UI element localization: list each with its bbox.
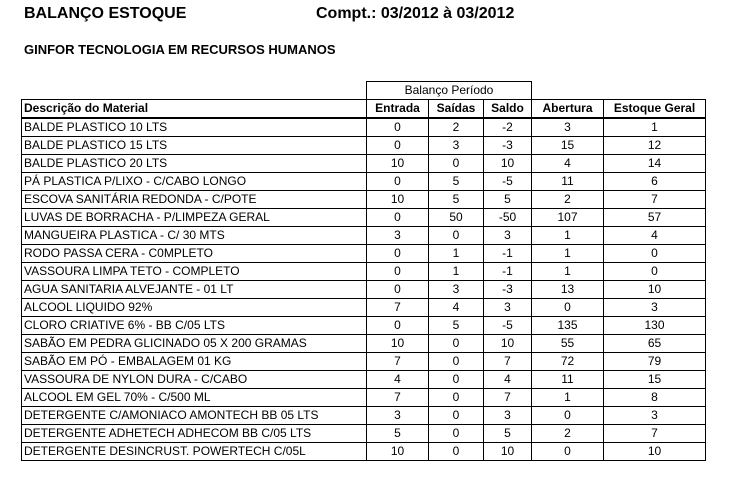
cell-entrada: 4 bbox=[367, 371, 429, 389]
cell-estoque-geral: 7 bbox=[604, 191, 706, 209]
cell-description: DETERGENTE DESINCRUST. POWERTECH C/05L bbox=[22, 443, 367, 461]
cell-estoque-geral: 4 bbox=[604, 227, 706, 245]
cell-abertura: 72 bbox=[532, 353, 604, 371]
cell-estoque-geral: 10 bbox=[604, 281, 706, 299]
cell-abertura: 3 bbox=[532, 118, 604, 137]
cell-abertura: 4 bbox=[532, 155, 604, 173]
cell-abertura: 0 bbox=[532, 443, 604, 461]
cell-estoque-geral: 12 bbox=[604, 137, 706, 155]
column-header-entrada: Entrada bbox=[367, 100, 429, 119]
cell-estoque-geral: 0 bbox=[604, 245, 706, 263]
column-header-abertura: Abertura bbox=[532, 100, 604, 119]
cell-estoque-geral: 15 bbox=[604, 371, 706, 389]
cell-saidas: 2 bbox=[429, 118, 484, 137]
table-row bbox=[22, 389, 706, 407]
cell-description: AGUA SANITARIA ALVEJANTE - 01 LT bbox=[22, 281, 367, 299]
cell-saldo: 10 bbox=[484, 155, 532, 173]
cell-saidas: 3 bbox=[429, 281, 484, 299]
table-row bbox=[22, 299, 706, 317]
table-row bbox=[22, 137, 706, 155]
cell-entrada: 7 bbox=[367, 299, 429, 317]
cell-estoque-geral: 10 bbox=[604, 443, 706, 461]
cell-saidas: 4 bbox=[429, 299, 484, 317]
cell-description: BALDE PLASTICO 15 LTS bbox=[22, 137, 367, 155]
table-row bbox=[22, 118, 706, 137]
cell-abertura: 0 bbox=[532, 407, 604, 425]
cell-saldo: -1 bbox=[484, 263, 532, 281]
cell-entrada: 0 bbox=[367, 317, 429, 335]
cell-saidas: 5 bbox=[429, 173, 484, 191]
cell-abertura: 11 bbox=[532, 371, 604, 389]
cell-saidas: 3 bbox=[429, 137, 484, 155]
cell-abertura: 55 bbox=[532, 335, 604, 353]
table-row bbox=[22, 209, 706, 227]
cell-description: SABÃO EM PEDRA GLICINADO 05 X 200 GRAMAS bbox=[22, 335, 367, 353]
cell-saldo: -50 bbox=[484, 209, 532, 227]
cell-saldo: 4 bbox=[484, 371, 532, 389]
cell-saldo: 7 bbox=[484, 353, 532, 371]
cell-saldo: 3 bbox=[484, 299, 532, 317]
cell-abertura: 13 bbox=[532, 281, 604, 299]
column-header-row bbox=[22, 100, 706, 119]
table-row bbox=[22, 353, 706, 371]
cell-entrada: 0 bbox=[367, 263, 429, 281]
cell-saidas: 0 bbox=[429, 353, 484, 371]
cell-description: SABÃO EM PÓ - EMBALAGEM 01 KG bbox=[22, 353, 367, 371]
cell-saidas: 0 bbox=[429, 335, 484, 353]
cell-estoque-geral: 3 bbox=[604, 407, 706, 425]
cell-entrada: 5 bbox=[367, 425, 429, 443]
cell-saidas: 1 bbox=[429, 263, 484, 281]
cell-description: VASSOURA DE NYLON DURA - C/CABO bbox=[22, 371, 367, 389]
cell-description: DETERGENTE ADHETECH ADHECOM BB C/05 LTS bbox=[22, 425, 367, 443]
cell-saidas: 0 bbox=[429, 389, 484, 407]
cell-saidas: 0 bbox=[429, 425, 484, 443]
cell-estoque-geral: 6 bbox=[604, 173, 706, 191]
cell-saldo: 3 bbox=[484, 227, 532, 245]
cell-abertura: 107 bbox=[532, 209, 604, 227]
cell-estoque-geral: 3 bbox=[604, 299, 706, 317]
column-header-saldo: Saldo bbox=[484, 100, 532, 119]
cell-entrada: 0 bbox=[367, 137, 429, 155]
cell-saldo: -3 bbox=[484, 281, 532, 299]
table-row bbox=[22, 245, 706, 263]
cell-estoque-geral: 1 bbox=[604, 118, 706, 137]
cell-description: VASSOURA LIMPA TETO - COMPLETO bbox=[22, 263, 367, 281]
cell-entrada: 10 bbox=[367, 335, 429, 353]
cell-entrada: 7 bbox=[367, 389, 429, 407]
cell-estoque-geral: 130 bbox=[604, 317, 706, 335]
cell-saldo: 5 bbox=[484, 425, 532, 443]
cell-description: CLORO CRIATIVE 6% - BB C/05 LTS bbox=[22, 317, 367, 335]
company-name: GINFOR TECNOLOGIA EM RECURSOS HUMANOS bbox=[24, 42, 336, 57]
cell-saidas: 50 bbox=[429, 209, 484, 227]
cell-saldo: 5 bbox=[484, 191, 532, 209]
cell-abertura: 1 bbox=[532, 245, 604, 263]
cell-abertura: 1 bbox=[532, 227, 604, 245]
cell-entrada: 0 bbox=[367, 173, 429, 191]
cell-saidas: 0 bbox=[429, 371, 484, 389]
cell-estoque-geral: 79 bbox=[604, 353, 706, 371]
cell-estoque-geral: 14 bbox=[604, 155, 706, 173]
cell-description: BALDE PLASTICO 10 LTS bbox=[22, 118, 367, 137]
cell-saldo: -1 bbox=[484, 245, 532, 263]
table-row bbox=[22, 425, 706, 443]
blank-cell bbox=[604, 82, 706, 100]
cell-saidas: 0 bbox=[429, 443, 484, 461]
cell-saidas: 5 bbox=[429, 191, 484, 209]
report-title: BALANÇO ESTOQUE bbox=[24, 5, 187, 22]
table-row bbox=[22, 173, 706, 191]
cell-saldo: 7 bbox=[484, 389, 532, 407]
cell-abertura: 15 bbox=[532, 137, 604, 155]
cell-entrada: 10 bbox=[367, 443, 429, 461]
cell-entrada: 7 bbox=[367, 353, 429, 371]
cell-abertura: 1 bbox=[532, 389, 604, 407]
cell-abertura: 0 bbox=[532, 299, 604, 317]
blank-cell bbox=[22, 82, 367, 100]
table-row bbox=[22, 227, 706, 245]
cell-saldo: -5 bbox=[484, 173, 532, 191]
table-row bbox=[22, 371, 706, 389]
cell-abertura: 2 bbox=[532, 425, 604, 443]
cell-entrada: 0 bbox=[367, 209, 429, 227]
cell-saldo: 10 bbox=[484, 443, 532, 461]
cell-entrada: 10 bbox=[367, 191, 429, 209]
blank-cell bbox=[532, 82, 604, 100]
column-header-saidas: Saídas bbox=[429, 100, 484, 119]
cell-abertura: 2 bbox=[532, 191, 604, 209]
table-row bbox=[22, 263, 706, 281]
cell-description: ALCOOL LIQUIDO 92% bbox=[22, 299, 367, 317]
group-header-row bbox=[22, 82, 706, 100]
cell-entrada: 10 bbox=[367, 155, 429, 173]
table-row bbox=[22, 155, 706, 173]
cell-saldo: 3 bbox=[484, 407, 532, 425]
cell-estoque-geral: 7 bbox=[604, 425, 706, 443]
cell-description: ALCOOL EM GEL 70% - C/500 ML bbox=[22, 389, 367, 407]
cell-abertura: 1 bbox=[532, 263, 604, 281]
stock-balance-table bbox=[21, 81, 706, 461]
balance-period-group-header: Balanço Período bbox=[367, 82, 532, 100]
cell-estoque-geral: 8 bbox=[604, 389, 706, 407]
cell-description: LUVAS DE BORRACHA - P/LIMPEZA GERAL bbox=[22, 209, 367, 227]
cell-entrada: 0 bbox=[367, 281, 429, 299]
cell-description: BALDE PLASTICO 20 LTS bbox=[22, 155, 367, 173]
cell-entrada: 0 bbox=[367, 245, 429, 263]
table-row bbox=[22, 191, 706, 209]
cell-entrada: 0 bbox=[367, 118, 429, 137]
column-header-description: Descrição do Material bbox=[22, 100, 367, 119]
competence-period: Compt.: 03/2012 à 03/2012 bbox=[316, 5, 515, 22]
table-row bbox=[22, 443, 706, 461]
cell-saldo: -5 bbox=[484, 317, 532, 335]
table-row bbox=[22, 335, 706, 353]
cell-abertura: 11 bbox=[532, 173, 604, 191]
cell-saidas: 0 bbox=[429, 155, 484, 173]
cell-entrada: 3 bbox=[367, 407, 429, 425]
cell-estoque-geral: 65 bbox=[604, 335, 706, 353]
cell-saidas: 0 bbox=[429, 407, 484, 425]
cell-saidas: 0 bbox=[429, 227, 484, 245]
table-row bbox=[22, 281, 706, 299]
cell-saldo: -3 bbox=[484, 137, 532, 155]
cell-saidas: 1 bbox=[429, 245, 484, 263]
cell-description: RODO PASSA CERA - C0MPLETO bbox=[22, 245, 367, 263]
cell-saldo: 10 bbox=[484, 335, 532, 353]
table-row bbox=[22, 317, 706, 335]
cell-estoque-geral: 57 bbox=[604, 209, 706, 227]
table-row bbox=[22, 407, 706, 425]
cell-description: ESCOVA SANITÁRIA REDONDA - C/POTE bbox=[22, 191, 367, 209]
cell-abertura: 135 bbox=[532, 317, 604, 335]
cell-description: DETERGENTE C/AMONIACO AMONTECH BB 05 LTS bbox=[22, 407, 367, 425]
cell-description: MANGUEIRA PLASTICA - C/ 30 MTS bbox=[22, 227, 367, 245]
column-header-estoque-geral: Estoque Geral bbox=[604, 100, 706, 119]
cell-estoque-geral: 0 bbox=[604, 263, 706, 281]
cell-saidas: 5 bbox=[429, 317, 484, 335]
cell-description: PÁ PLASTICA P/LIXO - C/CABO LONGO bbox=[22, 173, 367, 191]
cell-saldo: -2 bbox=[484, 118, 532, 137]
cell-entrada: 3 bbox=[367, 227, 429, 245]
